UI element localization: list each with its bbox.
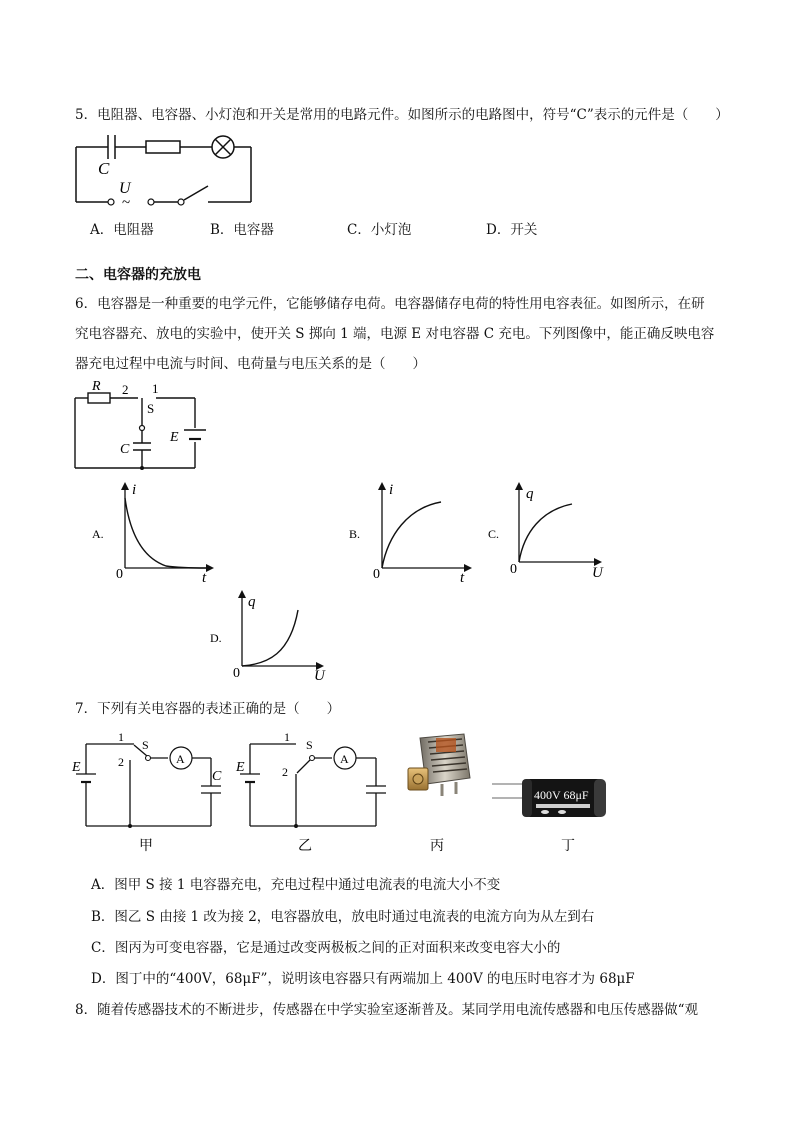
q7-figure-jia: [70, 724, 230, 854]
x-axis-label: U: [592, 565, 603, 581]
label-1: 1: [152, 381, 159, 396]
figure-caption: 甲: [139, 839, 153, 854]
origin-label: 0: [510, 562, 517, 577]
y-axis-label: i: [389, 482, 394, 498]
q6-graph-d[interactable]: [208, 586, 338, 684]
label-E: E: [72, 760, 81, 775]
label-A: A: [176, 752, 185, 766]
q7-stem: 7．下列有关电容器的表述正确的是（ ）: [75, 701, 341, 717]
q6-graph-b[interactable]: [346, 480, 476, 585]
variable-capacitor-picture: [408, 734, 470, 796]
label-2: 2: [118, 755, 124, 769]
label-U: U: [119, 180, 131, 197]
switch-contact: [178, 199, 184, 205]
q7-option-c[interactable]: C．图丙为可变电容器，它是通过改变两极板之间的正对面积来改变电容大小的: [91, 940, 561, 956]
ac-tilde: ~: [122, 195, 131, 211]
y-axis-label: q: [526, 486, 534, 502]
q5-option-c[interactable]: C．小灯泡: [347, 222, 412, 238]
section-title: 二、电容器的充放电: [75, 267, 201, 283]
q5-option-b[interactable]: B．电容器: [210, 222, 274, 238]
option-label: B.: [349, 527, 361, 541]
q7-figure-bing: [398, 730, 478, 854]
q7-figure-yi: [234, 724, 394, 854]
option-label: D.: [210, 631, 222, 645]
option-label: A.: [92, 527, 104, 541]
q6-stem-line3: 器充电过程中电流与时间、电荷量与电压关系的是（ ）: [75, 356, 426, 372]
resistor-symbol: [146, 141, 180, 153]
q6-stem-line1: 6．电容器是一种重要的电学元件，它能够储存电荷。电容器储存电荷的特性用电容表征。如图所示，在研: [75, 296, 705, 312]
x-axis-label: t: [202, 570, 207, 586]
q7-option-d[interactable]: D．图丁中的“400V，68μF”，说明该电容器只有两端加上 400V 的电压时电容才为 68μF: [91, 971, 635, 987]
figure-caption: 丁: [561, 839, 575, 854]
figure-caption: 乙: [298, 839, 312, 854]
curve: [242, 610, 298, 666]
curve: [519, 504, 572, 562]
x-axis-label: U: [314, 668, 325, 684]
switch-pivot: [310, 756, 315, 761]
curve: [382, 502, 441, 568]
q5-option-d[interactable]: D．开关: [486, 222, 538, 238]
q5-stem: 5．电阻器、电容器、小灯泡和开关是常用的电路元件。如图所示的电路图中，符号“C”表示的元件是（ ）: [75, 107, 729, 123]
switch-pivot: [140, 426, 145, 431]
capacitor-rating-label: 400V 68μF: [534, 788, 589, 802]
label-S: S: [147, 401, 155, 416]
q5-option-a[interactable]: A．电阻器: [90, 222, 154, 238]
origin-label: 0: [116, 567, 123, 582]
q6-graph-a[interactable]: [88, 480, 218, 585]
label-C: C: [120, 442, 130, 457]
label-C: C: [98, 159, 110, 178]
label-R: R: [92, 379, 101, 394]
q6-graph-c[interactable]: [486, 480, 616, 585]
resistor-symbol: [88, 393, 110, 403]
switch-pivot: [146, 756, 151, 761]
q7-option-a[interactable]: A．图甲 S 接 1 电容器充电，充电过程中通过电流表的电流大小不变: [91, 877, 501, 893]
curve: [125, 498, 206, 568]
y-axis-label: i: [132, 482, 137, 498]
label-1: 1: [118, 730, 124, 744]
label-S: S: [306, 738, 313, 752]
y-axis-label: q: [248, 594, 256, 610]
q6-circuit-diagram: [70, 378, 205, 473]
label-A: A: [340, 752, 349, 766]
label-1: 1: [284, 730, 290, 744]
q8-stem: 8．随着传感器技术的不断进步，传感器在中学实验室逐渐普及。某同学用电流传感器和电压传感器做“观: [75, 1002, 698, 1018]
label-C: C: [212, 769, 222, 784]
option-label: C.: [488, 527, 500, 541]
q7-option-b[interactable]: B．图乙 S 由接 1 改为接 2，电容器放电，放电时通过电流表的电流方向为从左到右: [91, 909, 595, 925]
label-E: E: [236, 760, 245, 775]
switch-blade: [297, 760, 310, 773]
origin-label: 0: [233, 666, 240, 681]
label-E: E: [170, 430, 179, 445]
origin-label: 0: [373, 567, 380, 582]
figure-caption: 丙: [430, 839, 444, 854]
switch-blade: [184, 186, 208, 200]
q5-circuit-diagram: [70, 130, 260, 215]
label-S: S: [142, 738, 149, 752]
q7-figure-ding: [490, 774, 620, 854]
q6-stem-line2: 究电容器充、放电的实验中，使开关 S 掷向 1 端，电源 E 对电容器 C 充电。下列图像中，能正确反映电容: [75, 326, 715, 342]
x-axis-label: t: [460, 570, 465, 586]
label-2: 2: [122, 382, 129, 397]
label-2: 2: [282, 765, 288, 779]
